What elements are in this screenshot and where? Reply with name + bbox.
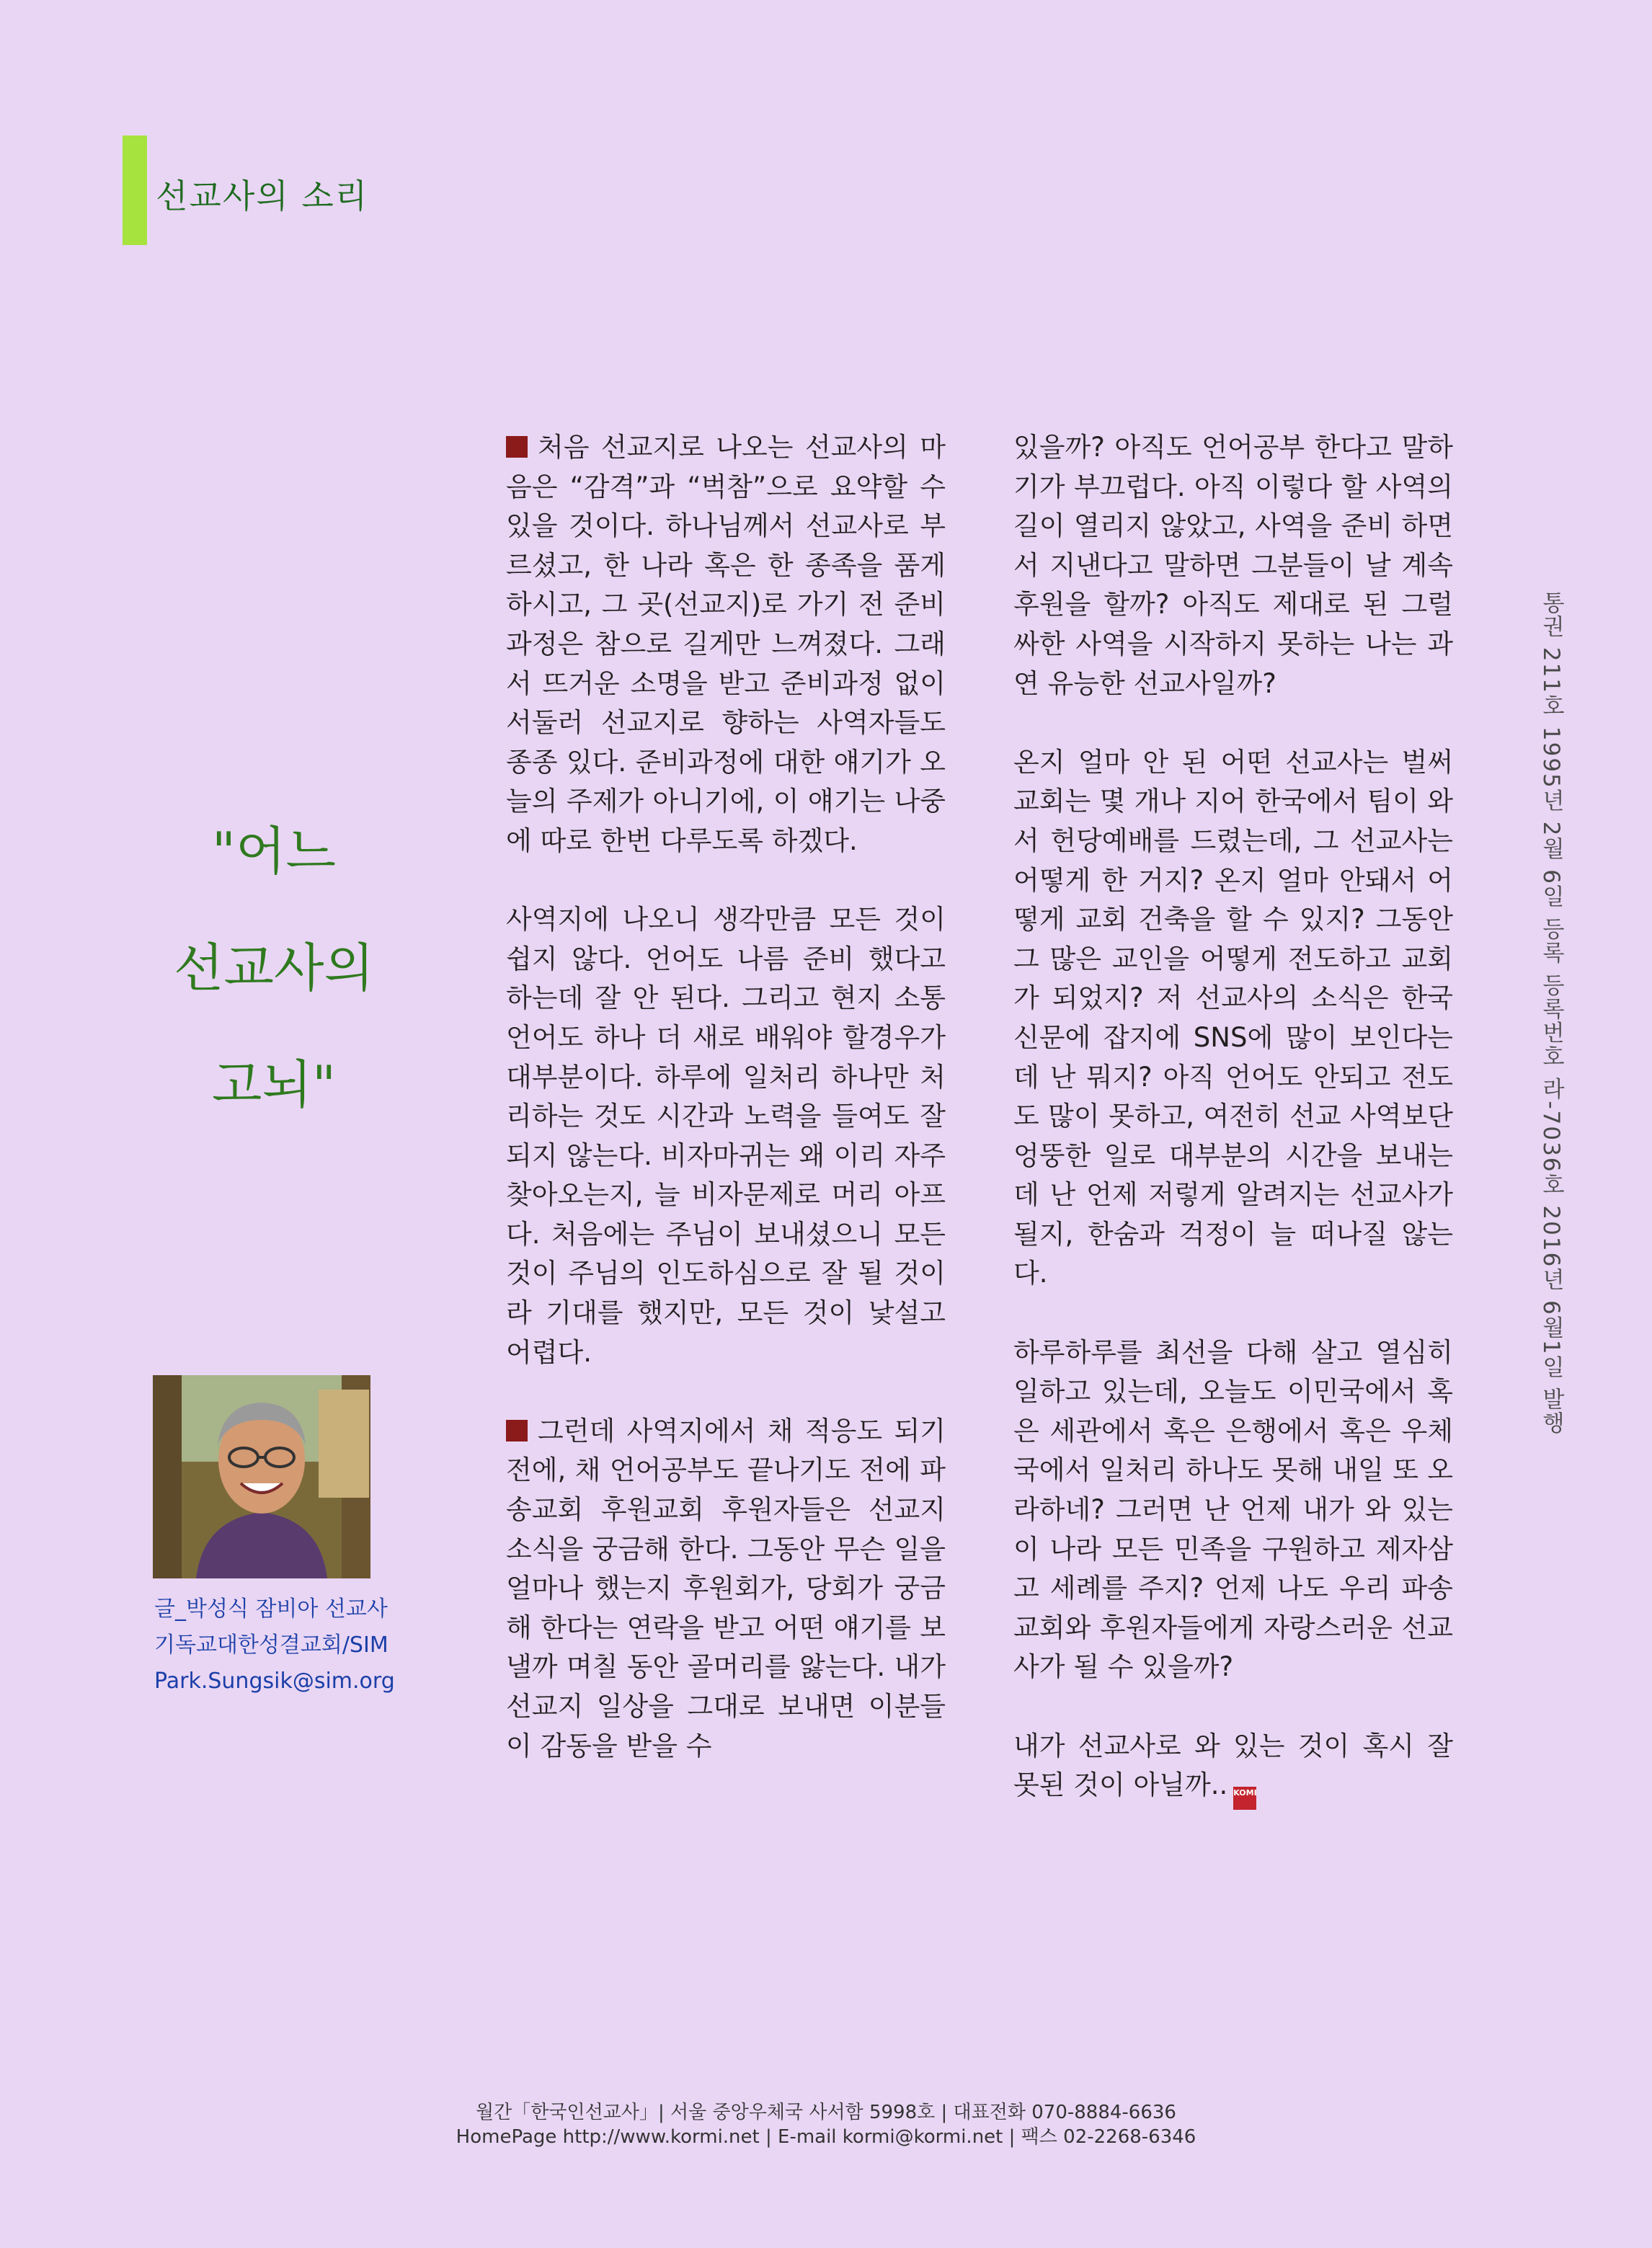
paragraph xyxy=(1013,428,1453,703)
paragraph-bullet-icon xyxy=(506,1420,528,1441)
article-column-right xyxy=(1013,428,1453,1849)
paragraph xyxy=(506,428,946,861)
paragraph-text: 처음 선교지로 나오는 선교사의 마음은 “감격”과 “벅참”으로 요약할 수 있을 것이다. 하나님께서 선교사로 부르셨고, 한 나라 혹은 한 종족을 품게 하시고, 그 곳(선교지)로 가기 전 준비과정은 참으로 길게만 느껴졌다. 그래서 뜨거운 소명을 받고 준비과정 없이 서둘러 선교지로 향하는 사역자들도 종종 있다. 준비과정에 대한 얘기가 오늘의 주제가 아니기에, 이 얘기는 나중에 따로 한번 다루도록 하겠다. xyxy=(506,432,946,856)
komi-end-mark-icon: KOMI xyxy=(1233,1787,1256,1810)
paragraph-text: 그런데 사역지에서 채 적응도 되기 전에, 채 언어공부도 끝나기도 전에 파송교회 후원교회 후원자들은 선교지 소식을 궁금해 한다. 그동안 무슨 일을 얼마나 했는지 후원회가, 당회가 궁금해 한다는 연락을 받고 어떤 얘기를 보낼까 며칠 동안 골머리를 앓는다. 내가 선교지 일상을 그대로 보내면 이분들이 감동을 받을 수 xyxy=(506,1415,946,1761)
paragraph xyxy=(506,900,946,1372)
paragraph xyxy=(1013,1727,1453,1811)
feature-title xyxy=(130,793,418,1143)
byline-email: Park.Sungsik@sim.org xyxy=(154,1669,395,1694)
section-title: 선교사의 소리 xyxy=(156,177,369,216)
footer-line-1: 월간「한국인선교사」| 서울 중앙우체국 사서함 5998호 | 대표전화 070-8884-6636 xyxy=(476,2102,1176,2123)
paragraph-text: 하루하루를 최선을 다해 살고 열심히 일하고 있는데, 오늘도 이민국에서 혹은 세관에서 혹은 은행에서 혹은 우체국에서 일처리 하나도 못해 내일 또 오라하네? 그러면 난 언제 내가 와 있는 이 나라 모든 민족을 구원하고 제자삼고 세례를 주지? 언제 나도 우리 파송교회와 후원자들에게 자랑스러운 선교사가 될 수 있을까? xyxy=(1013,1336,1453,1683)
feature-title-line-1: "어느 xyxy=(211,821,337,881)
publication-info: 통권 211호 1995년 2월 6일 등록 등록번호 라-7036호 2016년 6월1일 발행 xyxy=(1538,591,1564,1436)
paragraph-bullet-icon xyxy=(506,436,528,458)
paragraph xyxy=(506,1412,946,1766)
byline-affiliation: 기독교대한성결교회/SIM xyxy=(154,1632,388,1658)
paragraph-text: 있을까? 아직도 언어공부 한다고 말하기가 부끄럽다. 아직 이렇다 할 사역의 길이 열리지 않았고, 사역을 준비 하면서 지낸다고 말하면 그분들이 날 계속 후원을 할까? 아직도 제대로 된 그럴싸한 사역을 시작하지 못하는 나는 과연 유능한 선교사일까? xyxy=(1013,432,1453,699)
paragraph-text: 내가 선교사로 와 있는 것이 혹시 잘 못된 것이 아닐까.. xyxy=(1013,1730,1453,1801)
paragraph xyxy=(1013,1333,1453,1687)
paragraph-text: 사역지에 나오니 생각만큼 모든 것이 쉽지 않다. 언어도 나름 준비 했다고 하는데 잘 안 된다. 그리고 현지 소통언어도 하나 더 새로 배워야 할경우가 대부분이다. 하루에 일처리 하나만 처리하는 것도 시간과 노력을 들여도 잘 되지 않는다. 비자마귀는 왜 이리 자주 찾아오는지, 늘 비자문제로 머리 아프다. 처음에는 주님이 보내셨으니 모든 것이 주님의 인도하심으로 잘 될 것이라 기대를 했지만, 모든 것이 낯설고 어렵다. xyxy=(506,904,946,1368)
author-byline xyxy=(154,1591,399,1700)
footer-line-2: HomePage http://www.kormi.net | E-mail kormi@kormi.net | 팩스 02-2268-6346 xyxy=(456,2126,1196,2148)
page-footer xyxy=(0,2100,1652,2149)
byline-author: 글_박성식 잠비아 선교사 xyxy=(154,1596,388,1622)
paragraph xyxy=(1013,743,1453,1294)
feature-title-line-2: 선교사의 xyxy=(173,938,375,998)
section-marker-bar xyxy=(123,135,147,245)
article-column-left xyxy=(506,428,946,1805)
paragraph-text: 온지 얼마 안 된 어떤 선교사는 벌써 교회는 몇 개나 지어 한국에서 팀이 와서 헌당예배를 드렸는데, 그 선교사는 어떻게 한 거지? 온지 얼마 안돼서 어떻게 교회 건축을 할 수 있지? 그동안 그 많은 교인을 어떻게 전도하고 교회가 되었지? 저 선교사의 소식은 한국 신문에 잡지에 SNS에 많이 보인다는데 난 뭐지? 아직 언어도 안되고 전도도 많이 못하고, 여전히 선교 사역보단 엉뚱한 일로 대부분의 시간을 보내는데 난 언제 저렇게 알려지는 선교사가 될지, 한숨과 걱정이 늘 떠나질 않는다. xyxy=(1013,746,1453,1289)
author-photo xyxy=(153,1375,370,1578)
feature-title-line-3: 고뇌" xyxy=(211,1054,337,1115)
